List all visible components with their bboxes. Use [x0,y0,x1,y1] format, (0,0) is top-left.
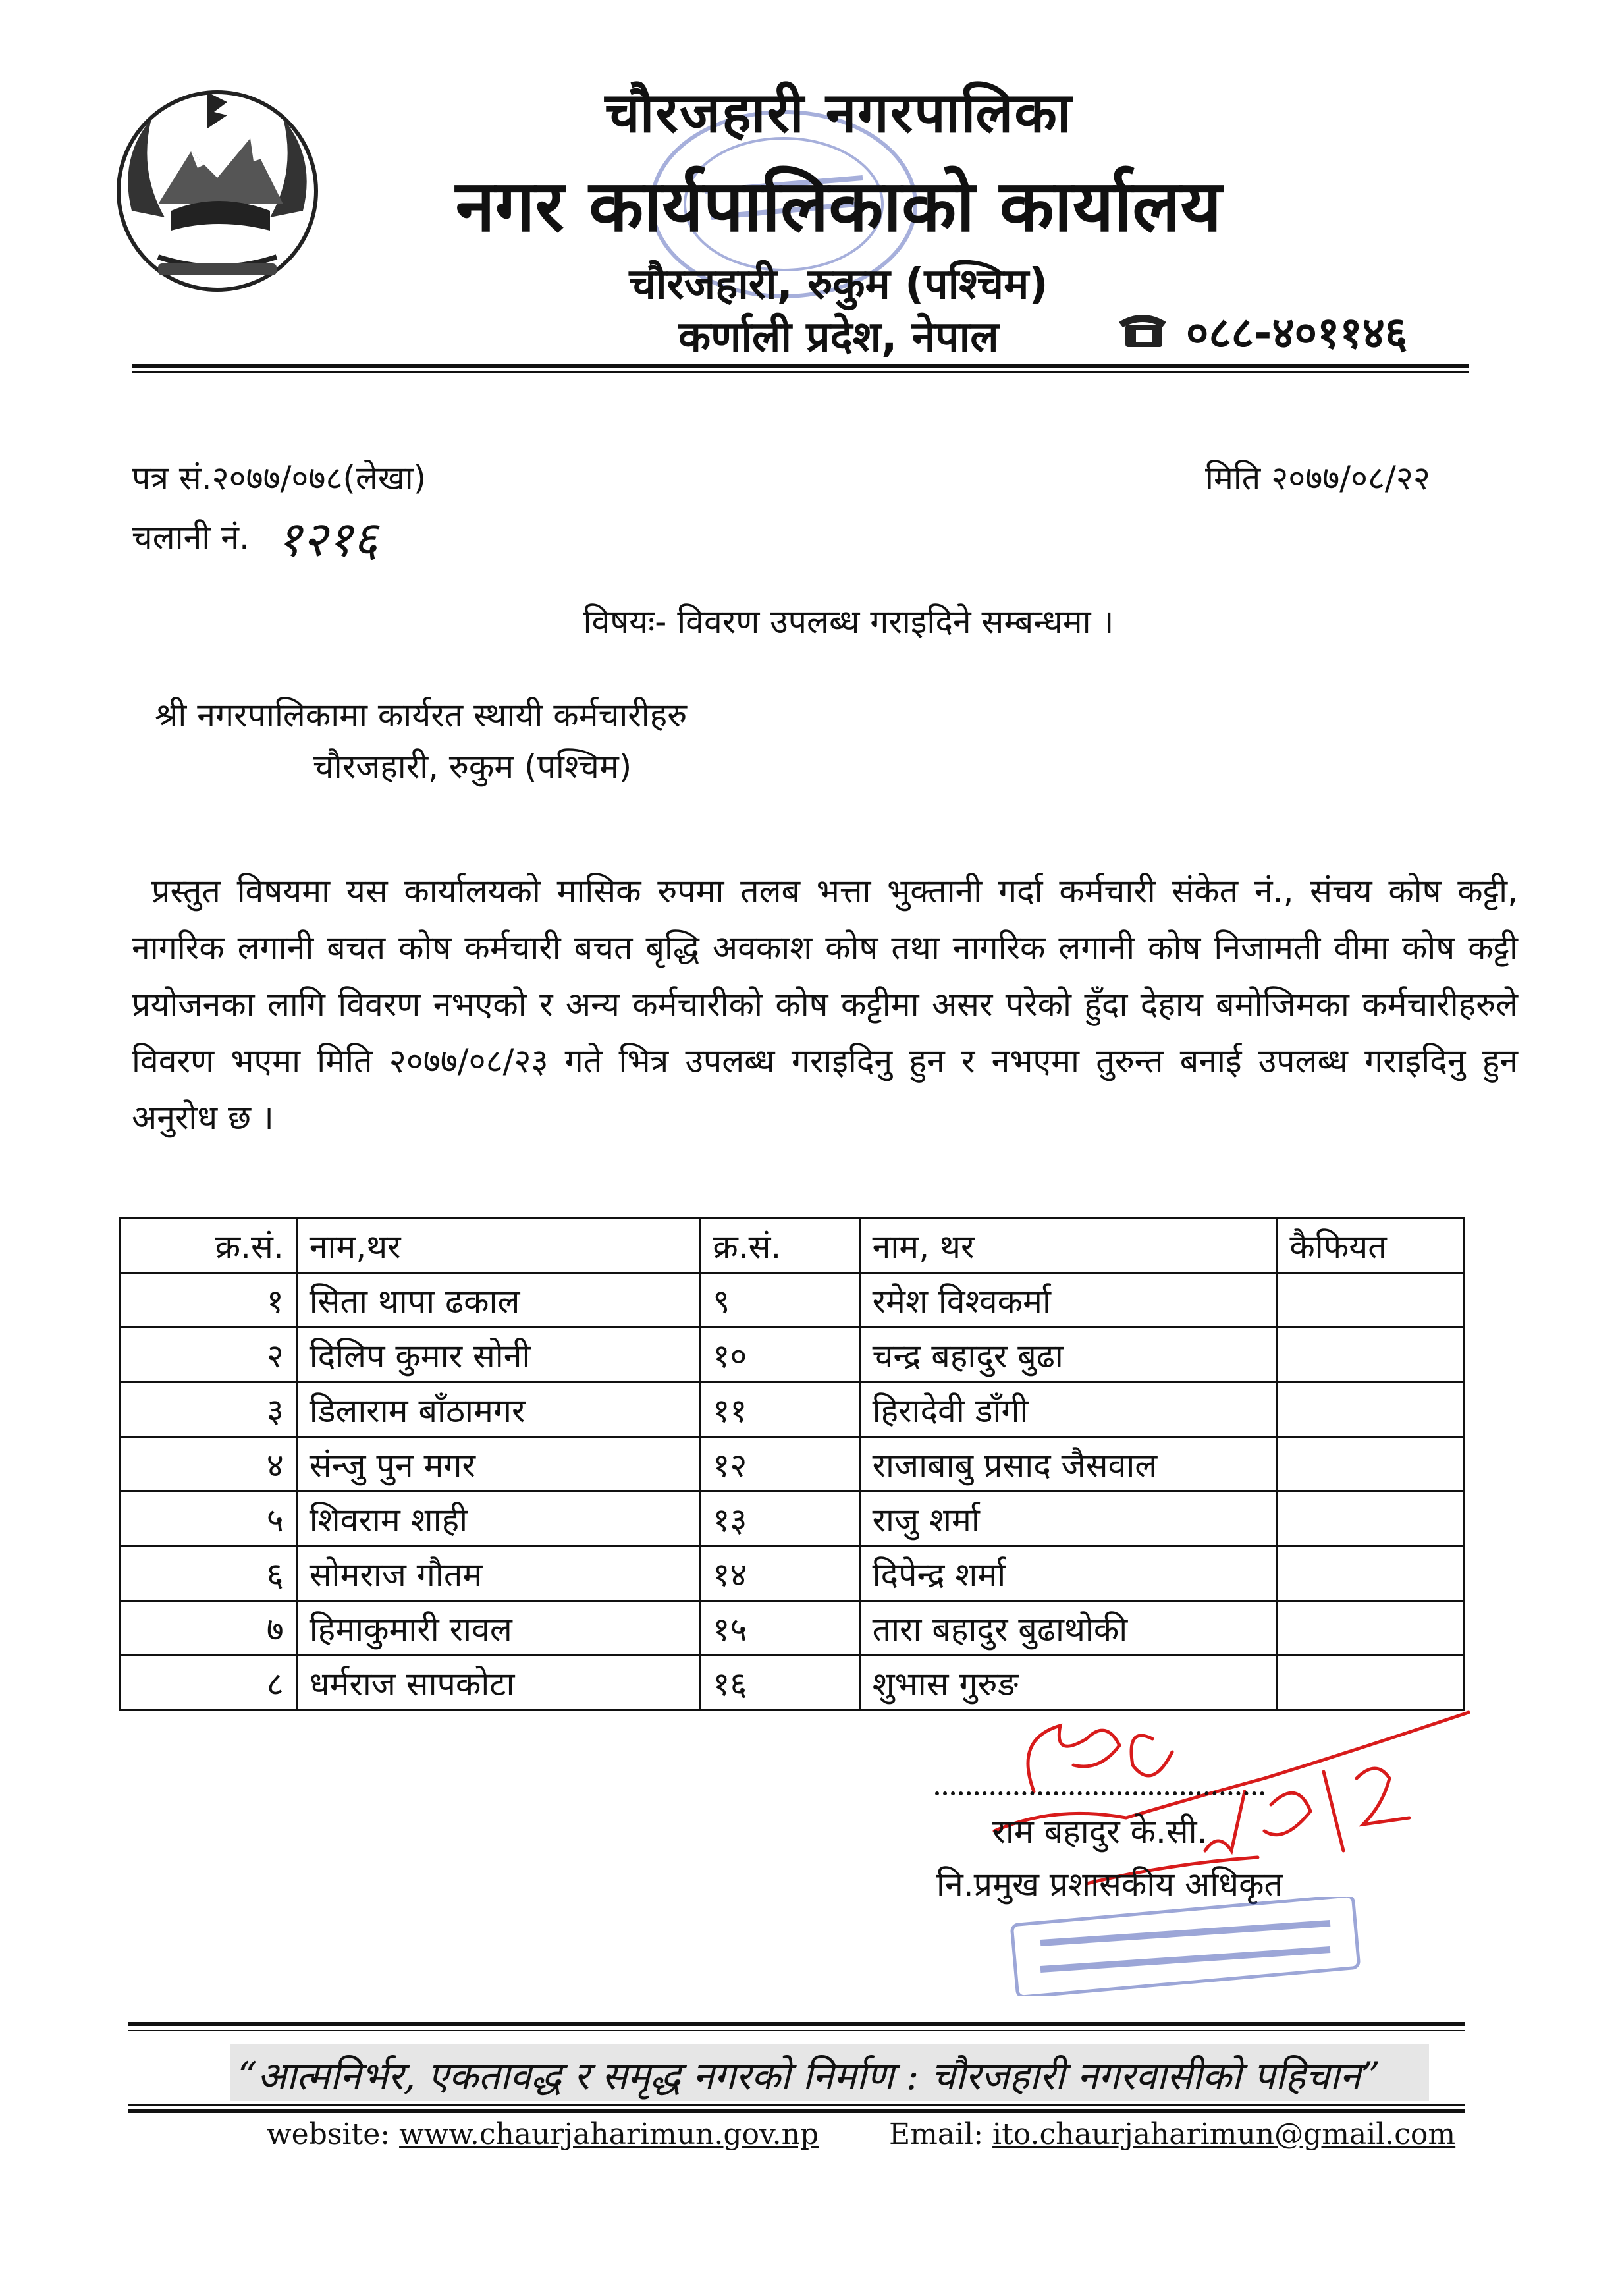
reference-number: पत्र सं.२०७७/०७८(लेखा) [132,459,427,497]
office-name: नगर कार्यपालिकाको कार्यालय [455,165,1222,248]
employee-name-cell: हिरादेवी डाँगी [859,1382,1277,1437]
website-label: website: [267,2118,391,2151]
remarks-cell [1277,1601,1465,1656]
serial-number-cell: १६ [700,1656,859,1710]
letter-body: प्रस्तुत विषयमा यस कार्यालयको मासिक रुपमा तलब भत्ता भुक्तानी गर्दा कर्मचारी संकेत नं., संचय कोष कट्टी, नागरिक लगानी बचत कोष कर्मचारी बचत बृद्धि अवकाश कोष तथा नागरिक लगानी कोष निजामती वीमा कोष कट्टी प्रयोजनका लागि विवरण नभएको र अन्य कर्मचारीको कोष कट्टीमा असर परेको हुँदा देहाय बमोजिमका कर्मचारीहरुले विवरण भएमा मिति २०७७/०८/२३ गते भित्र उपलब्ध गराइदिनु हुन र नभएमा तुरुन्त बनाई उपलब्ध गराइदिनु हुन अनुरोध छ । [132,872,1518,1137]
remarks-cell [1277,1437,1465,1492]
employee-name-cell: चन्द्र बहादुर बुढा [859,1328,1277,1382]
serial-number-cell: १५ [700,1601,859,1656]
serial-number-cell: ५ [120,1492,297,1546]
remarks-cell [1277,1546,1465,1601]
header-rule [132,364,1469,368]
footer-rule-thin [128,2030,1465,2031]
province-country: कर्णाली प्रदेश, नेपाल [678,313,999,362]
remarks-cell [1277,1328,1465,1382]
telephone-icon [1116,312,1169,351]
serial-number-cell: ३ [120,1382,297,1437]
letter-subject: विषयः- विवरण उपलब्ध गराइदिने सम्बन्धमा । [583,603,1114,641]
employee-name-cell: राजु शर्मा [859,1492,1277,1546]
employee-name-cell: रमेश विश्वकर्मा [859,1273,1277,1328]
employee-name-cell: दिपेन्द्र शर्मा [859,1546,1277,1601]
employee-name-cell: धर्मराज सापकोटा [296,1656,700,1710]
signatory-name: राम बहादुर के.सी. [992,1813,1208,1851]
letter-date: मिति २०७७/०८/२२ [1205,459,1430,497]
serial-number-cell: १४ [700,1546,859,1601]
officer-stamp-icon [1001,1897,1370,1996]
office-address: चौरजहारी, रुकुम (पश्चिम) [629,260,1048,309]
municipality-slogan: “आत्मनिर्भर, एकतावद्ध र समृद्ध नगरको निर्माण : चौरजहारी नगरवासीको पहिचान” [237,2054,1381,2098]
website-block [267,2118,819,2151]
email-link[interactable]: ito.chaurjaharimun@gmail.com [992,2118,1456,2151]
serial-number-cell: १३ [700,1492,859,1546]
column-header-remarks: कैफियत [1277,1218,1465,1273]
email-label: Email: [889,2118,984,2151]
serial-number-cell: ११ [700,1382,859,1437]
column-header-sn-2: क्र.सं. [700,1218,859,1273]
serial-number-cell: १० [700,1328,859,1382]
recipient-line-2: चौरजहारी, रुकुम (पश्चिम) [313,748,632,786]
table-row [120,1328,1465,1382]
column-header-name-2: नाम, थर [859,1218,1277,1273]
remarks-cell [1277,1273,1465,1328]
remarks-cell [1277,1382,1465,1437]
serial-number-cell: २ [120,1328,297,1382]
phone-number: ०८८-४०११४६ [1186,308,1408,358]
serial-number-cell: ४ [120,1437,297,1492]
employee-name-cell: हिमाकुमारी रावल [296,1601,700,1656]
staff-table [119,1217,1465,1711]
serial-number-cell: १२ [700,1437,859,1492]
employee-name-cell: सोमराज गौतम [296,1546,700,1601]
employee-name-cell: राजाबाबु प्रसाद जैसवाल [859,1437,1277,1492]
table-row [120,1546,1465,1601]
serial-number-cell: ७ [120,1601,297,1656]
serial-number-cell: ९ [700,1273,859,1328]
dispatch-number-label: चलानी नं. [132,518,250,557]
email-block [889,2118,1455,2151]
table-row [120,1601,1465,1656]
municipality-name: चौरजहारी नगरपालिका [605,80,1073,145]
employee-name-cell: डिलाराम बाँठामगर [296,1382,700,1437]
phone-block [1116,302,1407,361]
column-header-name-1: नाम,थर [296,1218,700,1273]
footer-rule [128,2022,1465,2026]
website-link[interactable]: www.chaurjaharimun.gov.np [399,2118,819,2151]
employee-name-cell: तारा बहादुर बुढाथोकी [859,1601,1277,1656]
employee-name-cell: शुभास गुरुङ [859,1656,1277,1710]
column-header-sn-1: क्र.सं. [120,1218,297,1273]
table-row [120,1492,1465,1546]
header-rule-thin [132,371,1469,373]
signature-line [935,1785,1264,1795]
employee-name-cell: दिलिप कुमार सोनी [296,1328,700,1382]
table-header-row [120,1218,1465,1273]
serial-number-cell: १ [120,1273,297,1328]
signatory-title: नि.प्रमुख प्रशासकीय अधिकृत [936,1865,1283,1903]
table-row [120,1437,1465,1492]
serial-number-cell: ६ [120,1546,297,1601]
table-row [120,1382,1465,1437]
dispatch-number-handwritten: १२१६ [277,511,378,568]
serial-number-cell: ८ [120,1656,297,1710]
employee-name-cell: संन्जु पुन मगर [296,1437,700,1492]
remarks-cell [1277,1492,1465,1546]
employee-name-cell: शिवराम शाही [296,1492,700,1546]
recipient-line-1: श्री नगरपालिकामा कार्यरत स्थायी कर्मचारीहरु [155,696,688,734]
table-row [120,1273,1465,1328]
employee-name-cell: सिता थापा ढकाल [296,1273,700,1328]
footer-rule-thin-2 [128,2104,1465,2106]
footer-rule-2 [128,2109,1465,2113]
